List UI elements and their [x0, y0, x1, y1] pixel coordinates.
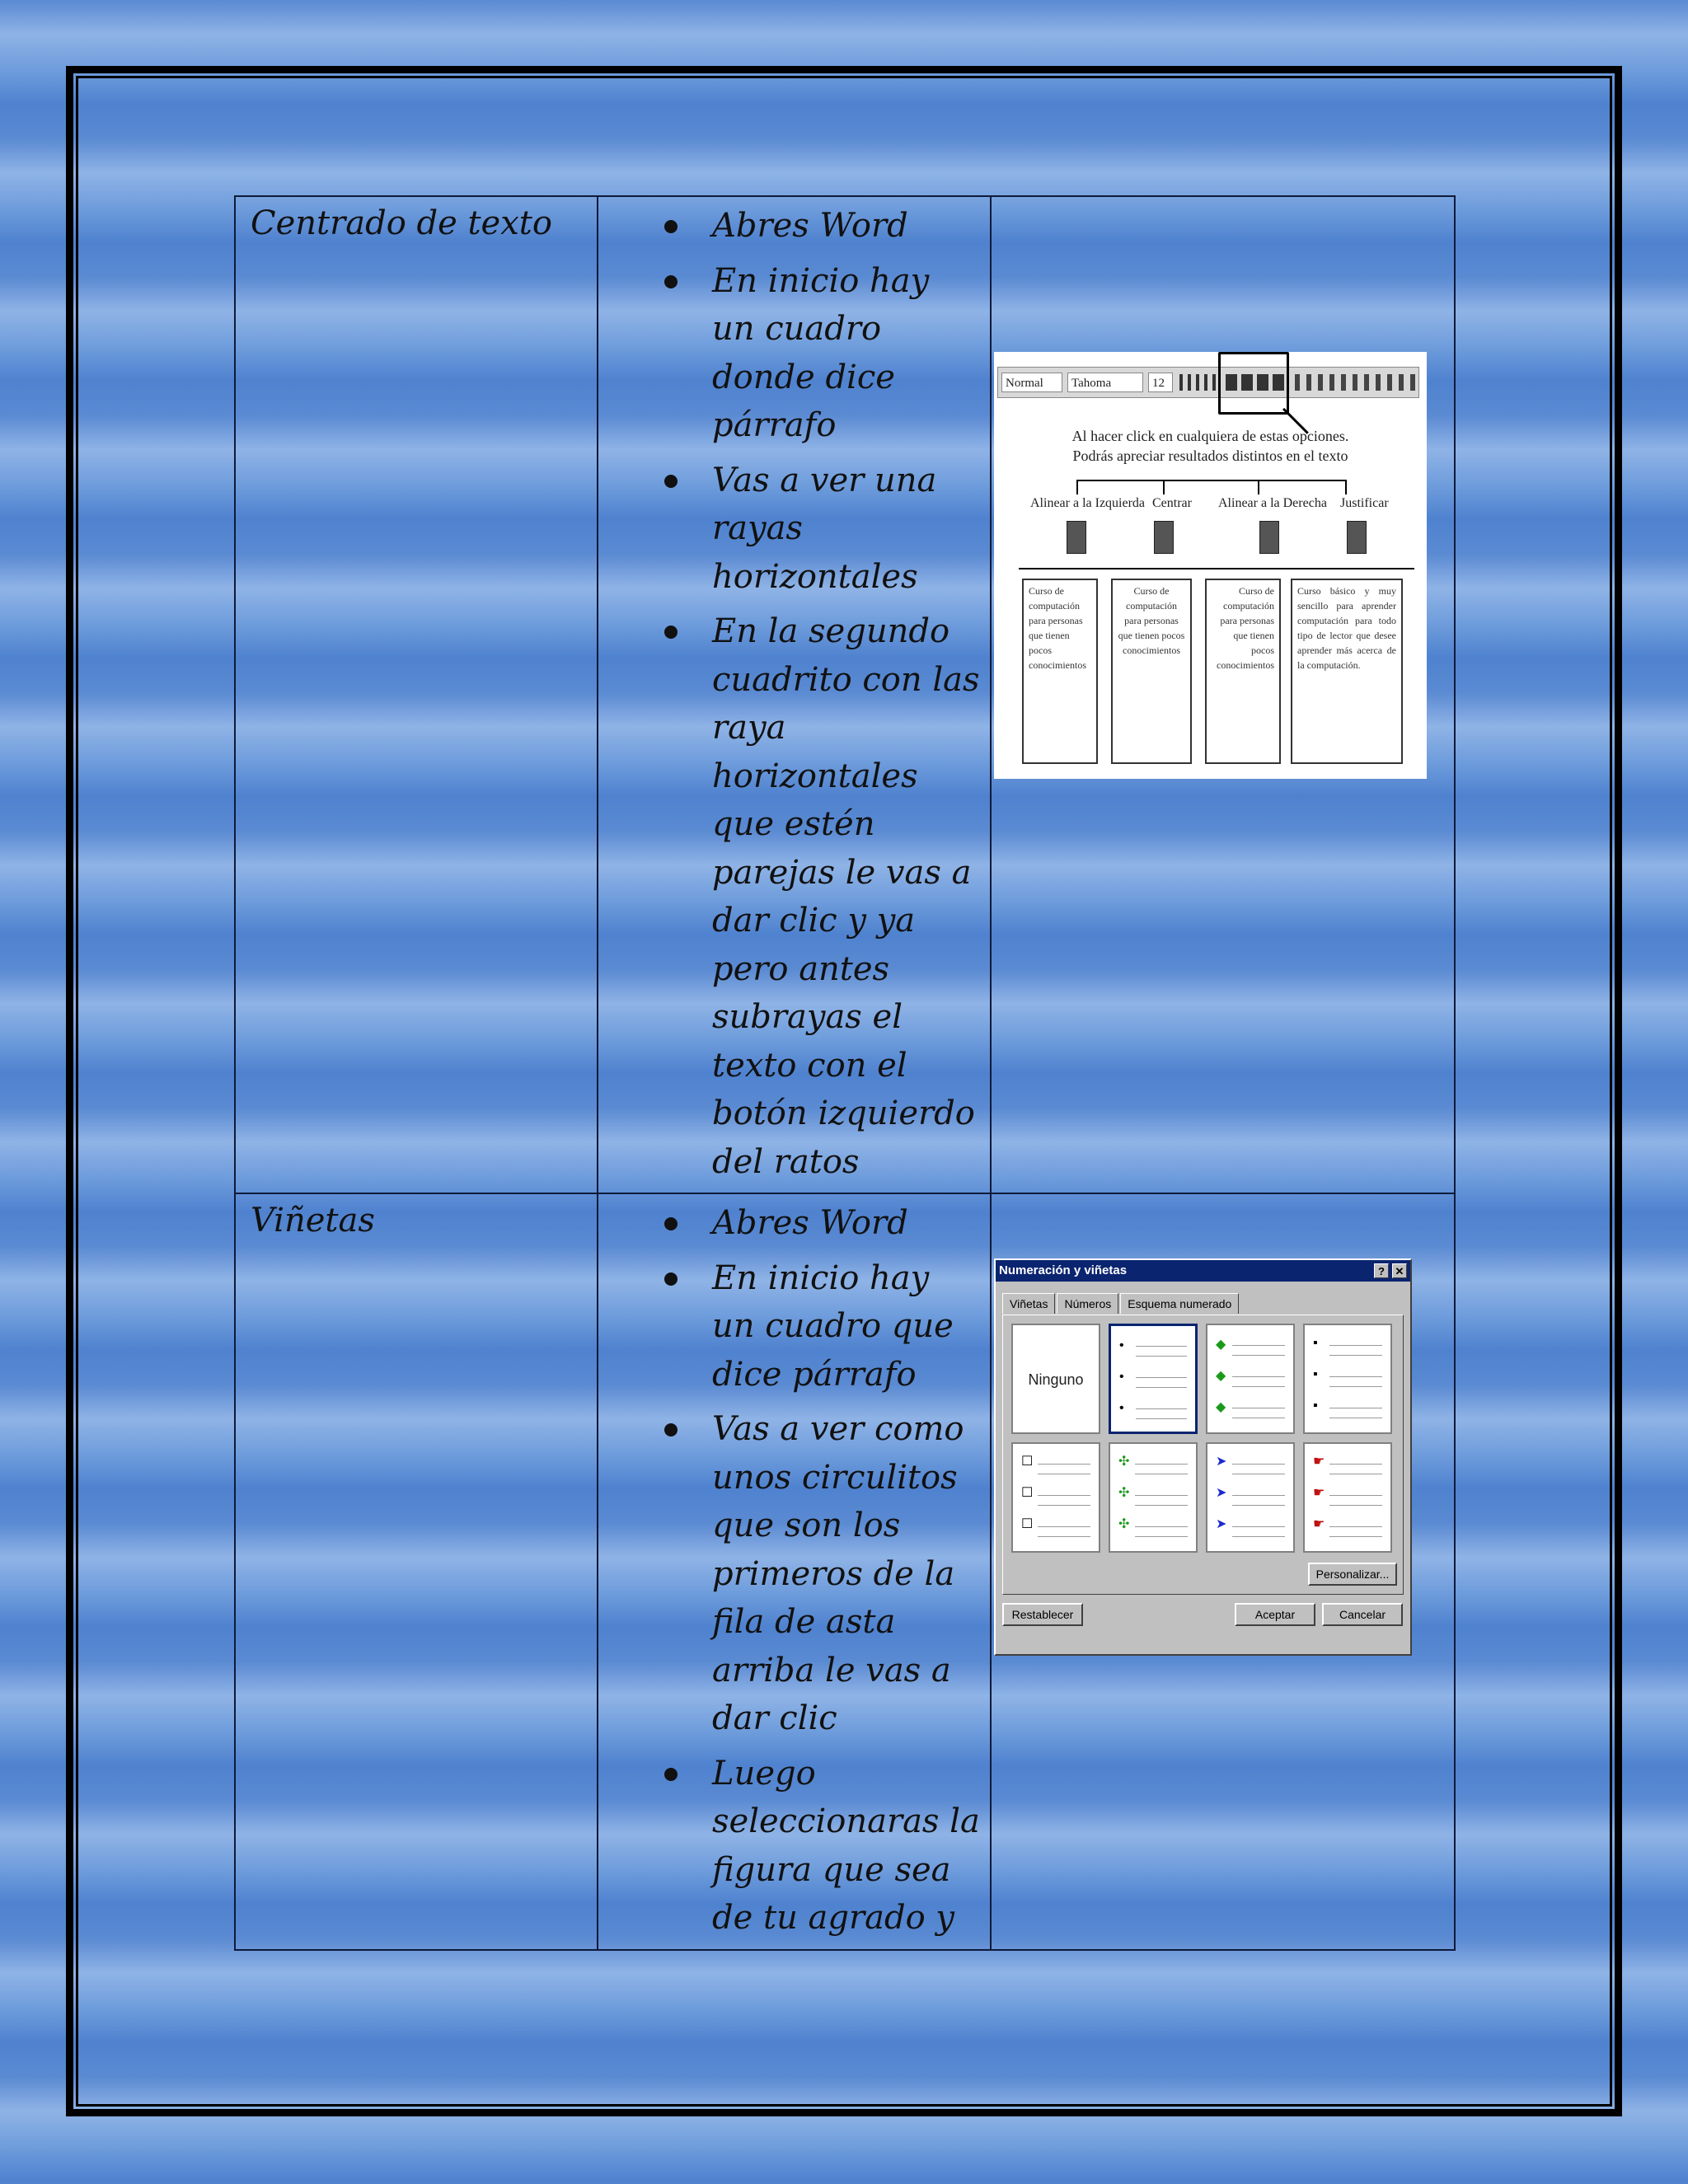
list-item: En la segundo cuadrito con las raya horizontales que estén parejas le vas a dar clic y ya pero antes subrayas el texto con el botón izquierdo del ratos [598, 607, 990, 1186]
reset-button[interactable]: Restablecer [1002, 1603, 1083, 1626]
bullet-icon [664, 1768, 678, 1781]
size-box: 12 [1148, 373, 1173, 392]
bullet-option-green-diamond[interactable]: ◆ ◆ ◆ [1206, 1324, 1295, 1434]
customize-button[interactable]: Personalizar... [1308, 1563, 1397, 1586]
justify-icon [1347, 521, 1367, 554]
row-label: Centrado de texto [251, 204, 552, 242]
list-item: Abres Word [598, 1199, 990, 1248]
font-box: Tahoma [1067, 373, 1143, 392]
formatting-toolbar [997, 367, 1419, 398]
bullets-dialog [994, 1258, 1412, 1656]
style-box: Normal [1001, 373, 1062, 392]
align-left-icon [1067, 521, 1086, 554]
bullet-option-square[interactable]: ▪ ▪ ▪ [1303, 1324, 1392, 1434]
bullet-icon [664, 1272, 678, 1286]
figure-cell [991, 1193, 1455, 1950]
ok-button[interactable]: Aceptar [1235, 1603, 1315, 1626]
row-label: Viñetas [251, 1202, 375, 1240]
list-buttons-icon [1295, 374, 1417, 391]
caption-line-1: Al hacer click en cualquiera de estas opciones. [1071, 428, 1349, 444]
bullet-option-red-hand[interactable]: ☛ ☛ ☛ [1303, 1442, 1392, 1553]
bullet-option-dot[interactable]: • • • [1109, 1324, 1198, 1434]
list-item: Abres Word [598, 202, 990, 251]
bullet-icon [664, 220, 678, 233]
steps-cell [598, 1193, 991, 1950]
justify-label: Justificar [1340, 496, 1389, 510]
bullet-icon [664, 1217, 678, 1230]
dialog-tabs [1002, 1293, 1240, 1315]
steps-list [598, 1194, 990, 1943]
bullet-option-none[interactable]: Ninguno [1011, 1324, 1100, 1434]
figure-cell [991, 196, 1455, 1193]
bullet-icon [664, 475, 678, 488]
cancel-button[interactable]: Cancelar [1322, 1603, 1403, 1626]
list-item: Vas a ver una rayas horizontales [598, 457, 990, 602]
list-item: En inicio hay un cuadro que dice párrafo [598, 1254, 990, 1399]
align-right-label: Alinear a la Derecha [1218, 496, 1327, 510]
help-icon[interactable]: ? [1374, 1263, 1389, 1278]
tab-outline[interactable]: Esquema numerado [1120, 1293, 1239, 1314]
bullet-option-blue-arrow[interactable]: ➤ ➤ ➤ [1206, 1442, 1295, 1553]
list-item: Luego seleccionaras la figura que sea de tu agrado y [598, 1750, 990, 1943]
bullet-option-green-clover[interactable]: ✣ ✣ ✣ [1109, 1442, 1198, 1553]
format-buttons-icon [1179, 374, 1221, 391]
sample-center: Curso de computación para personas que tienen pocos conocimientos [1111, 579, 1192, 764]
align-right-icon [1259, 521, 1279, 554]
close-icon[interactable]: ✕ [1392, 1263, 1407, 1278]
row-label-cell [235, 196, 598, 1193]
highlight-box [1218, 352, 1289, 415]
align-left-label: Alinear a la Izquierda [1030, 496, 1146, 510]
dialog-titlebar [996, 1260, 1410, 1282]
connector-line [1076, 480, 1345, 481]
dialog-title: Numeración y viñetas [999, 1263, 1128, 1277]
instructions-table [234, 195, 1456, 1951]
align-center-icon [1154, 521, 1174, 554]
alignment-figure [994, 352, 1427, 779]
sample-left: Curso de computación para personas que tienen pocos conocimientos [1022, 579, 1098, 764]
bullet-option-box[interactable]: ☐ ☐ ☐ [1011, 1442, 1100, 1553]
steps-list [598, 197, 990, 1186]
caption-line-2: Podrás apreciar resultados distintos en el texto [1072, 448, 1348, 464]
bullet-icon [664, 1423, 678, 1436]
bullet-icon [664, 275, 678, 288]
table-row [235, 196, 1455, 1193]
list-item: Vas a ver como unos circulitos que son los primeros de la fila de asta arriba le vas a dar clic [598, 1405, 990, 1743]
table-row [235, 1193, 1455, 1950]
bullet-icon [664, 626, 678, 639]
row-label-cell [235, 1193, 598, 1950]
steps-cell [598, 196, 991, 1193]
align-center-label: Centrar [1152, 496, 1192, 510]
tab-numbers[interactable]: Números [1057, 1293, 1118, 1314]
tab-bullets[interactable]: Viñetas [1002, 1293, 1055, 1314]
sample-right: Curso de computación para personas que tienen pocos conocimientos [1205, 579, 1281, 764]
bullet-options-panel [1002, 1315, 1404, 1595]
list-item: En inicio hay un cuadro donde dice párrafo [598, 257, 990, 450]
sample-justify: Curso básico y muy sencillo para aprender computación para todo tipo de lector que desee aprender más acerca de la computación. [1291, 579, 1403, 764]
